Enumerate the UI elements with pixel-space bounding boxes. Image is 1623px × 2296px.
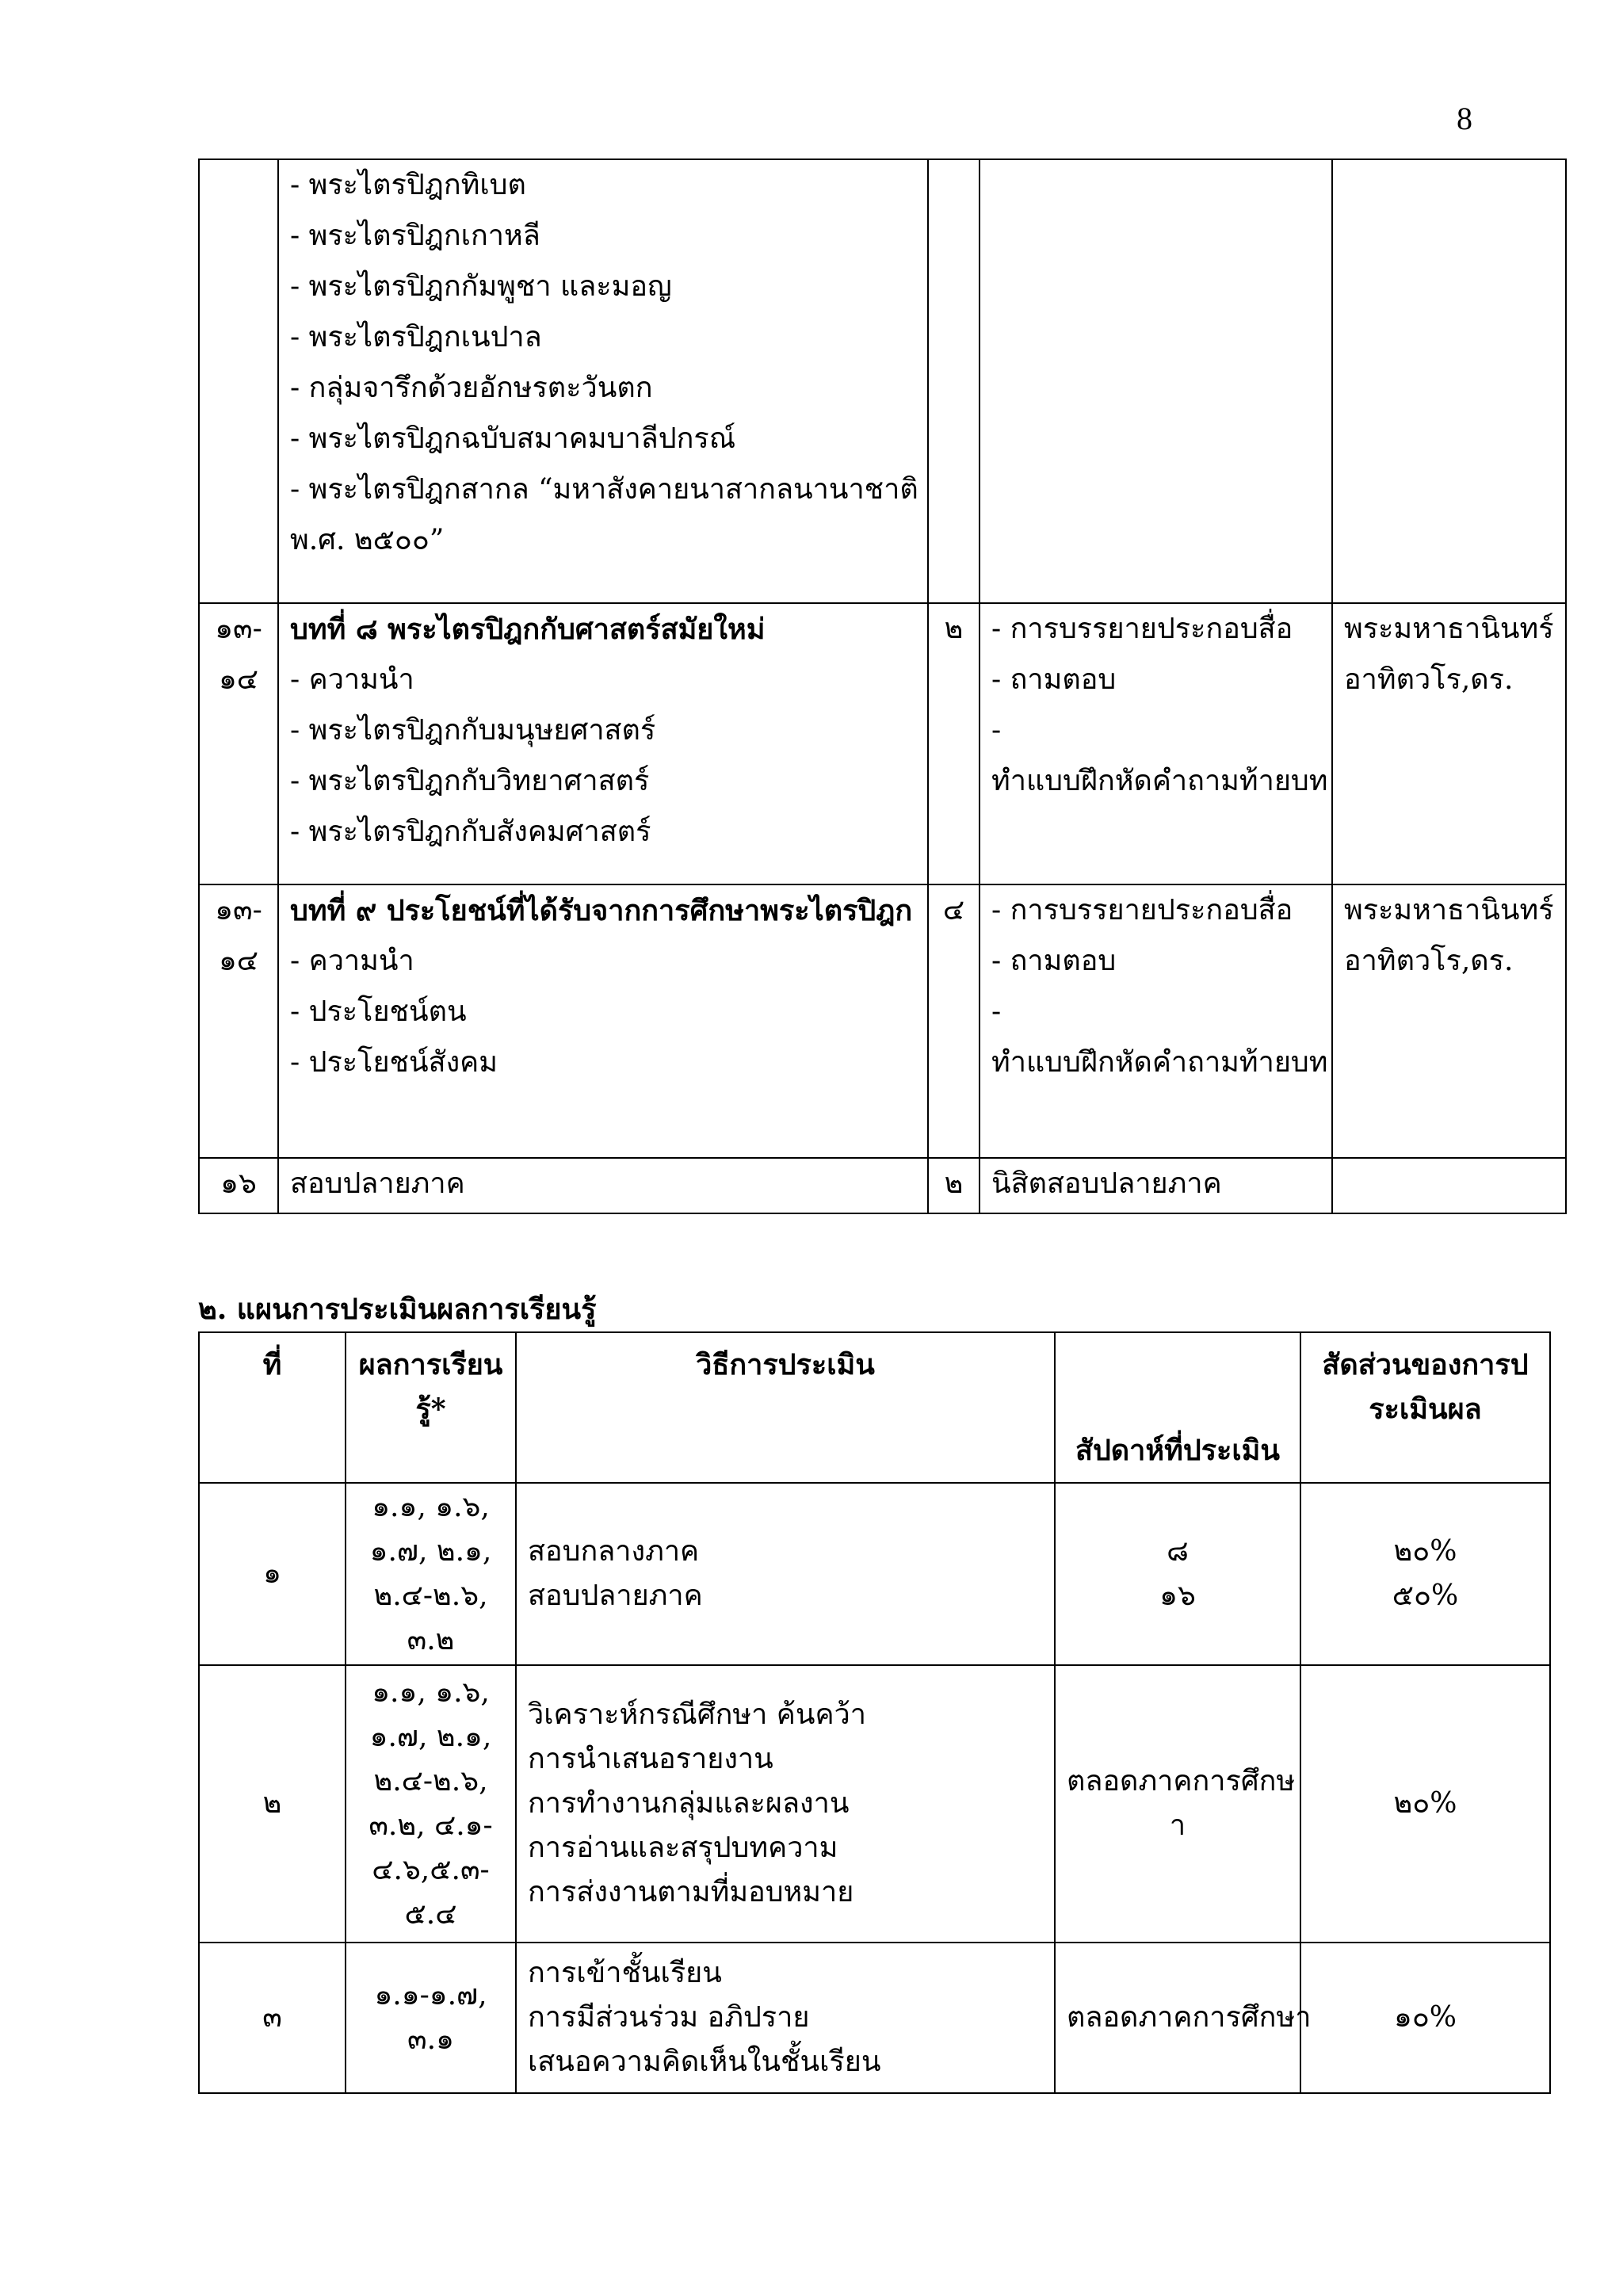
assessment-week-line: ตลอดภาคการศึกษ <box>1067 1765 1296 1797</box>
schedule-row <box>199 884 1566 1158</box>
method-line: - ถามตอบ <box>991 663 1117 696</box>
topic-line: - พระไตรปิฎกสากล “มหาสังคายนาสากลนานาชาติ <box>290 473 918 506</box>
assessment-week-line: า <box>1169 1809 1186 1842</box>
assessment-outcome <box>346 1483 516 1665</box>
assessment-week <box>1055 1943 1312 2093</box>
instructor-line: อาทิตวโร,ดร. <box>1344 663 1514 696</box>
week-cell <box>199 1158 278 1213</box>
outcome-line: ๑.๗, ๒.๑, <box>369 1535 492 1568</box>
outcome-line: ๔.๖,๕.๓- <box>372 1854 490 1886</box>
assessment-plan-table <box>198 1331 1551 2094</box>
hours-cell: ๔ <box>928 884 980 1158</box>
assessment-method-line: การเข้าชั้นเรียน <box>528 1957 722 1989</box>
header-ratio <box>1300 1332 1550 1483</box>
assessment-week-line: ๑๖ <box>1159 1580 1196 1612</box>
hours-cell: ๒ <box>928 603 980 884</box>
topic-cell <box>278 603 928 884</box>
header-outcome-line: รู้* <box>415 1392 446 1426</box>
hours-cell <box>928 159 980 603</box>
header-outcome <box>346 1332 516 1483</box>
week-cell <box>199 884 278 1158</box>
outcome-line: ๑.๑, ๑.๖, <box>372 1491 490 1523</box>
assessment-method-line: สอบปลายภาค <box>528 1580 703 1612</box>
page-number: 8 <box>1457 101 1472 136</box>
outcome-line: ๓.๒, ๔.๑- <box>369 1809 493 1842</box>
assessment-no: ๑ <box>199 1483 346 1665</box>
assessment-method-line: การนำเสนอรายงาน <box>528 1743 773 1775</box>
topic-line: - พระไตรปิฎกกับวิทยาศาสตร์ <box>290 765 650 797</box>
schedule-row <box>199 159 1566 603</box>
assessment-method <box>516 1483 1055 1665</box>
schedule-row <box>199 1158 1566 1213</box>
outcome-line: ๑.๗, ๒.๑, <box>369 1721 492 1753</box>
instructor-cell <box>1332 1158 1566 1213</box>
assessment-method-line: การส่งงานตามที่มอบหมาย <box>528 1876 854 1908</box>
instructor-cell <box>1332 603 1566 884</box>
week-number: ๑๔ <box>218 945 259 977</box>
outcome-line: ๒.๔-๒.๖, <box>373 1765 488 1797</box>
ratio-line: ๒๐% <box>1393 1535 1457 1568</box>
header-method: วิธีการประเมิน <box>516 1332 1055 1483</box>
assessment-row <box>199 1483 1550 1665</box>
assessment-outcome <box>346 1665 516 1943</box>
method-line: - การบรรยายประกอบสื่อ <box>991 894 1293 926</box>
teaching-schedule-table <box>198 159 1567 1214</box>
assessment-method <box>516 1943 1055 2093</box>
outcome-line: ๕.๔ <box>404 1898 457 1931</box>
assessment-header-row <box>199 1332 1550 1483</box>
topic-line: - ความนำ <box>290 945 414 977</box>
instructor-line: อาทิตวโร,ดร. <box>1344 945 1514 977</box>
assessment-ratio <box>1300 1483 1550 1665</box>
header-ratio-line: สัดส่วนของการป <box>1322 1348 1529 1381</box>
topic-line: - พระไตรปิฎกเนปาล <box>290 321 542 353</box>
method-cell <box>980 603 1332 884</box>
assessment-ratio <box>1300 1943 1550 2093</box>
topic-cell <box>278 884 928 1158</box>
week-cell <box>199 159 278 603</box>
outcome-line: ๑.๑-๑.๗, <box>374 1979 487 2011</box>
method-line: ทำแบบฝึกหัดคำถามท้ายบท <box>991 765 1328 797</box>
topic-line: - ประโยชน์ตน <box>290 995 467 1028</box>
week-number: ๑๓- <box>215 894 262 926</box>
topic-line: - ความนำ <box>290 663 414 696</box>
method-cell <box>980 884 1332 1158</box>
outcome-line: ๑.๑, ๑.๖, <box>372 1676 490 1709</box>
assessment-method-line: การมีส่วนร่วม อภิปราย <box>528 2001 810 2034</box>
schedule-row <box>199 603 1566 884</box>
method-line: - <box>991 995 1002 1028</box>
instructor-cell <box>1332 884 1566 1158</box>
outcome-line: ๓.๑ <box>407 2023 454 2056</box>
week-cell <box>199 603 278 884</box>
assessment-method <box>516 1665 1055 1943</box>
topic-line: พ.ศ. ๒๕๐๐” <box>290 524 445 556</box>
instructor-cell <box>1332 159 1566 603</box>
week-number: ๑๓- <box>215 613 262 645</box>
method-line: นิสิตสอบปลายภาค <box>991 1167 1222 1200</box>
assessment-week <box>1055 1483 1300 1665</box>
topic-line: บทที่ ๘ พระไตรปิฎกกับศาสตร์สมัยใหม่ <box>290 613 766 646</box>
topic-cell <box>278 1158 928 1213</box>
assessment-week-line: ๘ <box>1167 1535 1189 1568</box>
outcome-line: ๓.๒ <box>407 1624 455 1656</box>
assessment-row <box>199 1943 1550 2093</box>
ratio-line: ๒๐% <box>1393 1787 1457 1820</box>
topic-line: - ประโยชน์สังคม <box>290 1046 498 1079</box>
assessment-no: ๓ <box>199 1943 346 2093</box>
method-line: - ถามตอบ <box>991 945 1117 977</box>
week-number: ๑๔ <box>218 663 259 696</box>
assessment-no: ๒ <box>199 1665 346 1943</box>
instructor-line: พระมหาธานินทร์ <box>1344 894 1554 926</box>
header-outcome-line: ผลการเรียน <box>358 1348 503 1381</box>
assessment-week <box>1055 1665 1300 1943</box>
topic-line: - พระไตรปิฎกกับสังคมศาสตร์ <box>290 816 651 848</box>
method-line: - <box>991 714 1002 747</box>
week-number: ๑๖ <box>220 1167 257 1200</box>
assessment-method-line: เสนอความคิดเห็นในชั้นเรียน <box>528 2046 881 2078</box>
header-ratio-line: ระเมินผล <box>1369 1392 1482 1426</box>
topic-line: - พระไตรปิฎกเกาหลี <box>290 220 540 252</box>
topic-line: บทที่ ๙ ประโยชน์ที่ได้รับจากการศึกษาพระไตรปิฎก <box>290 894 913 927</box>
assessment-week-line: ตลอดภาคการศึกษา <box>1067 2001 1312 2034</box>
method-cell <box>980 159 1332 603</box>
assessment-section-title: ๒. แผนการประเมินผลการเรียนรู้ <box>198 1293 597 1326</box>
topic-line: - พระไตรปิฎกกับมนุษยศาสตร์ <box>290 714 656 747</box>
method-cell <box>980 1158 1332 1213</box>
topic-line: สอบปลายภาค <box>290 1167 465 1200</box>
method-line: ทำแบบฝึกหัดคำถามท้ายบท <box>991 1046 1328 1079</box>
assessment-outcome <box>346 1943 516 2093</box>
assessment-row <box>199 1665 1550 1943</box>
topic-line <box>290 1088 916 1139</box>
assessment-ratio <box>1300 1665 1550 1943</box>
topic-line: - พระไตรปิฎกทิเบต <box>290 169 526 201</box>
topic-line: - กลุ่มจารึกด้วยอักษรตะวันตก <box>290 372 653 404</box>
header-no: ที่ <box>199 1332 346 1483</box>
header-week: สัปดาห์ที่ประเมิน <box>1055 1332 1300 1483</box>
assessment-method-line: วิเคราะห์กรณีศึกษา ค้นคว้า <box>528 1698 866 1731</box>
ratio-line: ๑๐% <box>1393 2001 1457 2034</box>
hours-cell: ๒ <box>928 1158 980 1213</box>
assessment-method-line: การอ่านและสรุปบทความ <box>528 1832 838 1864</box>
topic-line: - พระไตรปิฎกฉบับสมาคมบาลีปกรณ์ <box>290 422 736 455</box>
assessment-method-line: สอบกลางภาค <box>528 1535 700 1568</box>
topic-cell <box>278 159 928 603</box>
method-line: - การบรรยายประกอบสื่อ <box>991 613 1293 645</box>
outcome-line: ๒.๔-๒.๖, <box>373 1580 488 1612</box>
assessment-method-line: การทำงานกลุ่มและผลงาน <box>528 1787 850 1820</box>
topic-line: - พระไตรปิฎกกัมพูชา และมอญ <box>290 270 672 303</box>
ratio-line: ๕๐% <box>1392 1580 1459 1612</box>
instructor-line: พระมหาธานินทร์ <box>1344 613 1554 645</box>
